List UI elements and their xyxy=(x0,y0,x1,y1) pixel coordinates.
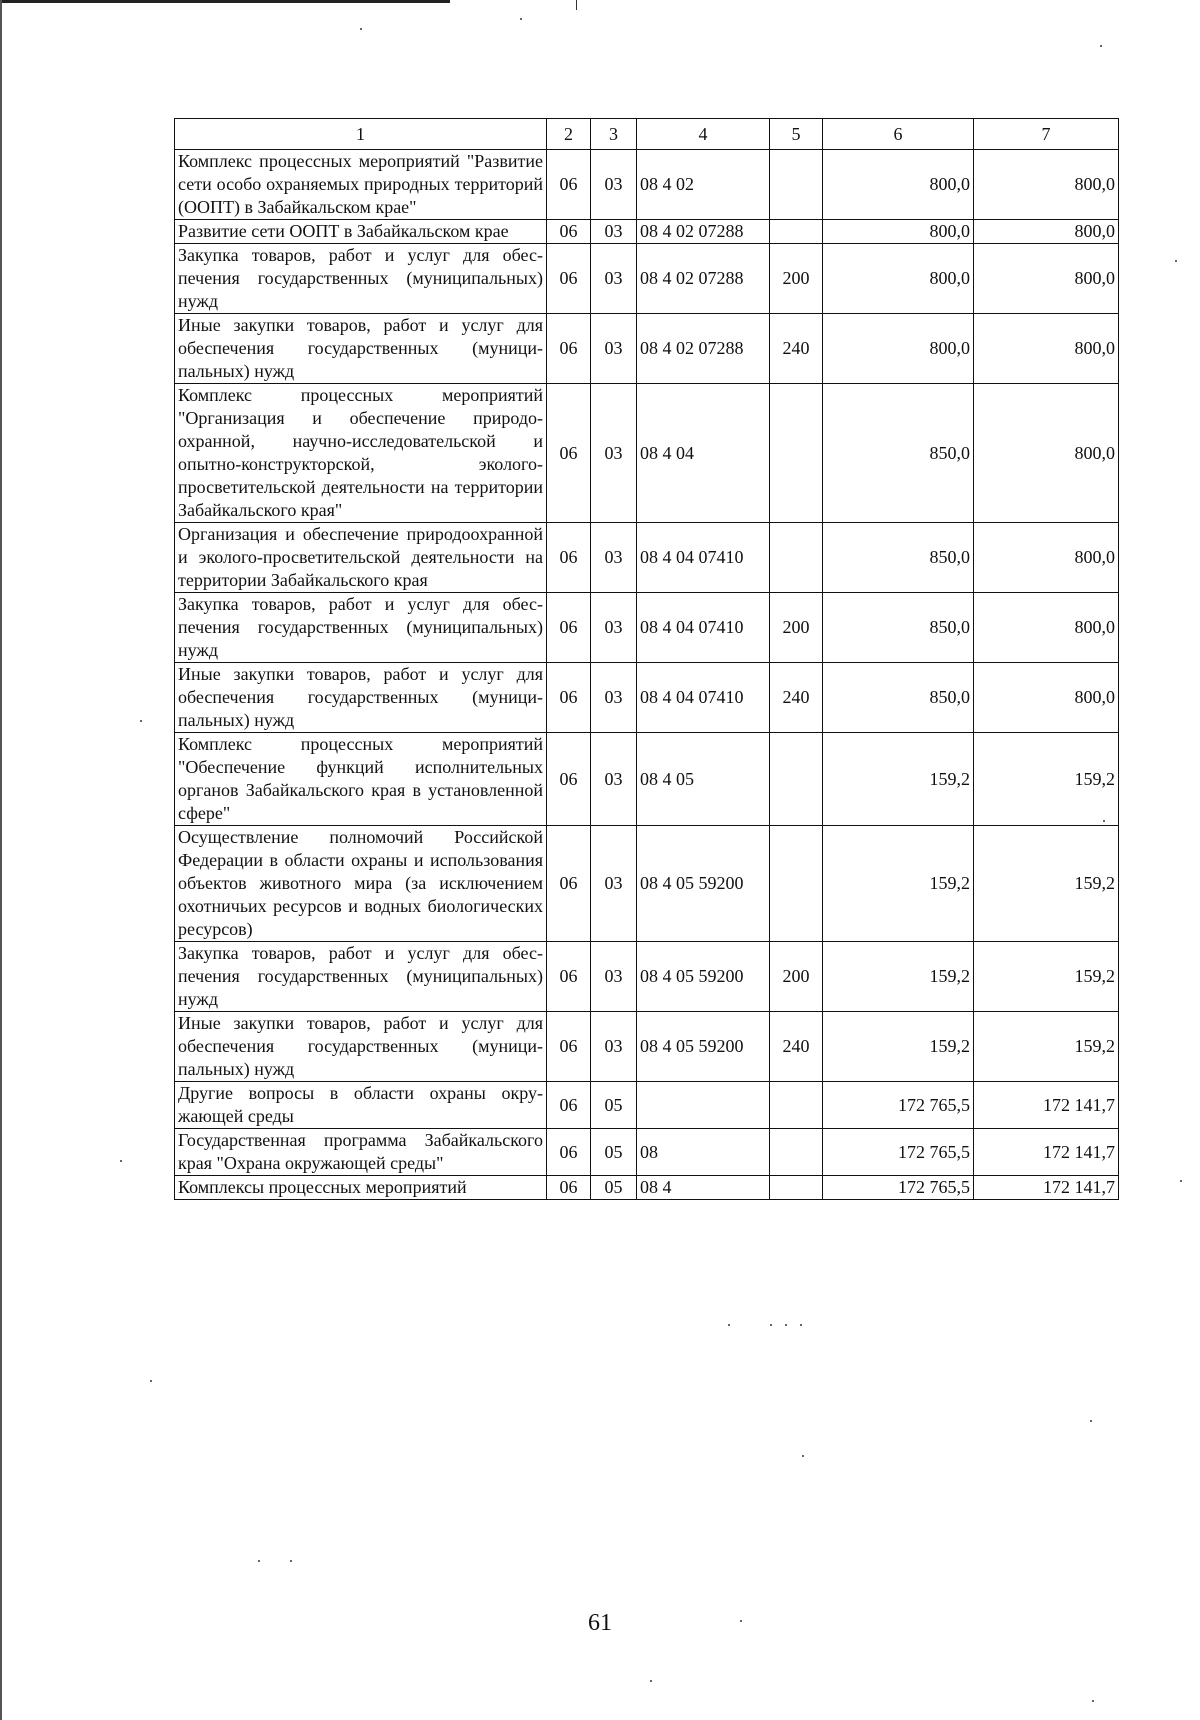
row-subsection-cell: 03 xyxy=(591,593,637,663)
table-row xyxy=(175,314,1119,384)
row-section-cell: 06 xyxy=(547,384,591,523)
table-row xyxy=(175,942,1119,1012)
table-row xyxy=(175,1129,1119,1176)
row-amount-2-cell: 800,0 xyxy=(974,244,1119,314)
row-subsection-cell: 03 xyxy=(591,384,637,523)
row-name-cell: Иные закупки товаров, работ и услуг для обеспечения государственных (муниципальных) нужд xyxy=(175,663,547,733)
row-section-cell: 06 xyxy=(547,1012,591,1082)
table-row xyxy=(175,384,1119,523)
scan-speck xyxy=(520,18,522,20)
row-subsection-cell: 03 xyxy=(591,733,637,826)
row-name-cell: Комплексы процессных мероприятий xyxy=(175,1176,547,1200)
row-amount-2-cell: 800,0 xyxy=(974,663,1119,733)
scan-speck xyxy=(120,1160,122,1162)
row-subsection-cell: 03 xyxy=(591,826,637,942)
scan-edge-left xyxy=(0,0,2,1720)
row-name-cell: Другие вопросы в области охраны окружающей среды xyxy=(175,1082,547,1129)
row-amount-2-cell: 159,2 xyxy=(974,942,1119,1012)
row-target-code-cell: 08 4 04 xyxy=(637,384,770,523)
row-target-code-cell xyxy=(637,1082,770,1129)
row-amount-1-cell: 850,0 xyxy=(823,523,974,593)
scan-speck xyxy=(770,1324,772,1326)
page-number: 61 xyxy=(588,1610,612,1636)
scan-speck xyxy=(140,720,142,722)
table-row xyxy=(175,1082,1119,1129)
row-amount-2-cell: 172 141,7 xyxy=(974,1176,1119,1200)
table-row xyxy=(175,593,1119,663)
scan-speck xyxy=(1180,1180,1182,1182)
row-section-cell: 06 xyxy=(547,150,591,220)
row-amount-1-cell: 850,0 xyxy=(823,593,974,663)
row-section-cell: 06 xyxy=(547,220,591,244)
row-amount-2-cell: 800,0 xyxy=(974,220,1119,244)
row-section-cell: 06 xyxy=(547,1176,591,1200)
scan-speck xyxy=(800,1324,802,1326)
row-target-code-cell: 08 4 04 07410 xyxy=(637,523,770,593)
row-amount-2-cell: 800,0 xyxy=(974,593,1119,663)
header-cell-3: 3 xyxy=(591,119,637,150)
scan-speck xyxy=(1100,45,1102,47)
row-amount-1-cell: 159,2 xyxy=(823,733,974,826)
row-amount-1-cell: 159,2 xyxy=(823,826,974,942)
scan-speck xyxy=(1103,820,1105,822)
row-expense-type-cell: 200 xyxy=(770,244,823,314)
row-expense-type-cell xyxy=(770,733,823,826)
scan-tick xyxy=(576,0,577,10)
row-subsection-cell: 03 xyxy=(591,1012,637,1082)
row-amount-2-cell: 172 141,7 xyxy=(974,1082,1119,1129)
row-target-code-cell: 08 4 05 59200 xyxy=(637,942,770,1012)
row-name-cell: Осуществление полномочий Российской Федерации в области охраны и использования объектов животного мира (за исключением охотничьих ресурсов и водных биологических ресурсов) xyxy=(175,826,547,942)
row-amount-2-cell: 159,2 xyxy=(974,826,1119,942)
row-subsection-cell: 03 xyxy=(591,942,637,1012)
header-row xyxy=(175,119,1119,150)
scan-speck xyxy=(1092,1700,1094,1702)
row-expense-type-cell: 240 xyxy=(770,314,823,384)
row-target-code-cell: 08 4 02 xyxy=(637,150,770,220)
row-name-cell: Иные закупки товаров, работ и услуг для обеспечения государственных (муниципальных) нужд xyxy=(175,1012,547,1082)
table-row xyxy=(175,826,1119,942)
row-amount-1-cell: 800,0 xyxy=(823,244,974,314)
row-amount-2-cell: 172 141,7 xyxy=(974,1129,1119,1176)
table-row xyxy=(175,150,1119,220)
row-target-code-cell: 08 4 04 07410 xyxy=(637,663,770,733)
row-section-cell: 06 xyxy=(547,244,591,314)
row-subsection-cell: 03 xyxy=(591,663,637,733)
row-name-cell: Закупка товаров, работ и услуг для обеспечения государственных (муниципальных) нужд xyxy=(175,942,547,1012)
scan-speck xyxy=(1090,1420,1092,1422)
row-subsection-cell: 05 xyxy=(591,1082,637,1129)
row-subsection-cell: 03 xyxy=(591,220,637,244)
row-amount-1-cell: 850,0 xyxy=(823,384,974,523)
row-section-cell: 06 xyxy=(547,314,591,384)
scan-speck xyxy=(728,1324,730,1326)
row-expense-type-cell xyxy=(770,220,823,244)
row-amount-1-cell: 850,0 xyxy=(823,663,974,733)
row-section-cell: 06 xyxy=(547,1129,591,1176)
scan-speck xyxy=(150,1380,152,1382)
row-subsection-cell: 05 xyxy=(591,1176,637,1200)
scan-speck xyxy=(650,1680,652,1682)
row-section-cell: 06 xyxy=(547,942,591,1012)
row-amount-2-cell: 800,0 xyxy=(974,384,1119,523)
row-name-cell: Государственная программа Забайкальского края "Охрана окружающей среды" xyxy=(175,1129,547,1176)
table-row xyxy=(175,220,1119,244)
row-target-code-cell: 08 4 05 xyxy=(637,733,770,826)
row-name-cell: Закупка товаров, работ и услуг для обеспечения государственных (муниципальных) нужд xyxy=(175,593,547,663)
row-target-code-cell: 08 4 02 07288 xyxy=(637,220,770,244)
row-expense-type-cell xyxy=(770,384,823,523)
row-section-cell: 06 xyxy=(547,593,591,663)
row-target-code-cell: 08 4 02 07288 xyxy=(637,244,770,314)
scan-speck xyxy=(360,28,362,30)
header-cell-1: 1 xyxy=(175,119,547,150)
row-section-cell: 06 xyxy=(547,1082,591,1129)
row-target-code-cell: 08 4 05 59200 xyxy=(637,826,770,942)
row-target-code-cell: 08 4 02 07288 xyxy=(637,314,770,384)
row-expense-type-cell xyxy=(770,1129,823,1176)
row-amount-1-cell: 159,2 xyxy=(823,1012,974,1082)
row-name-cell: Комплекс процессных мероприятий "Организация и обеспечение природоохранной, научно-исследовательской и опытно-конструкторской, экологопросветительской деятельности на территории Забайкальского края" xyxy=(175,384,547,523)
table-row xyxy=(175,244,1119,314)
budget-table xyxy=(174,118,1119,1200)
header-cell-6: 6 xyxy=(823,119,974,150)
table-row xyxy=(175,1012,1119,1082)
table-row xyxy=(175,523,1119,593)
row-section-cell: 06 xyxy=(547,523,591,593)
row-target-code-cell: 08 4 xyxy=(637,1176,770,1200)
row-expense-type-cell xyxy=(770,1176,823,1200)
header-cell-7: 7 xyxy=(974,119,1119,150)
row-amount-1-cell: 159,2 xyxy=(823,942,974,1012)
row-target-code-cell: 08 4 04 07410 xyxy=(637,593,770,663)
row-name-cell: Закупка товаров, работ и услуг для обеспечения государственных (муниципальных) нужд xyxy=(175,244,547,314)
scan-speck xyxy=(1175,260,1177,262)
header-cell-2: 2 xyxy=(547,119,591,150)
row-expense-type-cell xyxy=(770,523,823,593)
row-subsection-cell: 03 xyxy=(591,244,637,314)
row-target-code-cell: 08 xyxy=(637,1129,770,1176)
row-amount-1-cell: 800,0 xyxy=(823,150,974,220)
row-expense-type-cell: 240 xyxy=(770,1012,823,1082)
row-amount-1-cell: 800,0 xyxy=(823,220,974,244)
row-subsection-cell: 05 xyxy=(591,1129,637,1176)
table-row xyxy=(175,733,1119,826)
row-name-cell: Развитие сети ООПТ в Забайкальском крае xyxy=(175,220,547,244)
row-amount-2-cell: 159,2 xyxy=(974,733,1119,826)
row-expense-type-cell xyxy=(770,1082,823,1129)
row-name-cell: Комплекс процессных мероприятий "Развитие сети особо охраняемых природных территорий (ООПТ) в Забайкальском крае" xyxy=(175,150,547,220)
row-amount-1-cell: 172 765,5 xyxy=(823,1082,974,1129)
row-amount-2-cell: 800,0 xyxy=(974,523,1119,593)
row-section-cell: 06 xyxy=(547,663,591,733)
row-amount-2-cell: 800,0 xyxy=(974,314,1119,384)
scan-speck xyxy=(740,1620,742,1622)
row-name-cell: Иные закупки товаров, работ и услуг для обеспечения государственных (муниципальных) нужд xyxy=(175,314,547,384)
row-subsection-cell: 03 xyxy=(591,523,637,593)
row-amount-1-cell: 800,0 xyxy=(823,314,974,384)
row-expense-type-cell: 200 xyxy=(770,942,823,1012)
row-expense-type-cell xyxy=(770,826,823,942)
header-cell-5: 5 xyxy=(770,119,823,150)
row-amount-1-cell: 172 765,5 xyxy=(823,1176,974,1200)
row-name-cell: Комплекс процессных мероприятий "Обеспечение функций исполнительных органов Забайкальского края в установленной сфере" xyxy=(175,733,547,826)
row-target-code-cell: 08 4 05 59200 xyxy=(637,1012,770,1082)
row-amount-2-cell: 159,2 xyxy=(974,1012,1119,1082)
row-expense-type-cell: 240 xyxy=(770,663,823,733)
header-cell-4: 4 xyxy=(637,119,770,150)
scan-edge-top xyxy=(0,0,450,3)
row-expense-type-cell xyxy=(770,150,823,220)
scan-speck xyxy=(785,1324,787,1326)
row-amount-2-cell: 800,0 xyxy=(974,150,1119,220)
row-name-cell: Организация и обеспечение природоохранной и эколого-просветительской деятельности на территории Забайкальского края xyxy=(175,523,547,593)
row-subsection-cell: 03 xyxy=(591,150,637,220)
row-amount-1-cell: 172 765,5 xyxy=(823,1129,974,1176)
scan-speck xyxy=(258,1560,260,1562)
row-expense-type-cell: 200 xyxy=(770,593,823,663)
row-subsection-cell: 03 xyxy=(591,314,637,384)
table-row xyxy=(175,663,1119,733)
table-row xyxy=(175,1176,1119,1200)
scan-speck xyxy=(290,1560,292,1562)
row-section-cell: 06 xyxy=(547,733,591,826)
scan-speck xyxy=(802,1455,804,1457)
row-section-cell: 06 xyxy=(547,826,591,942)
